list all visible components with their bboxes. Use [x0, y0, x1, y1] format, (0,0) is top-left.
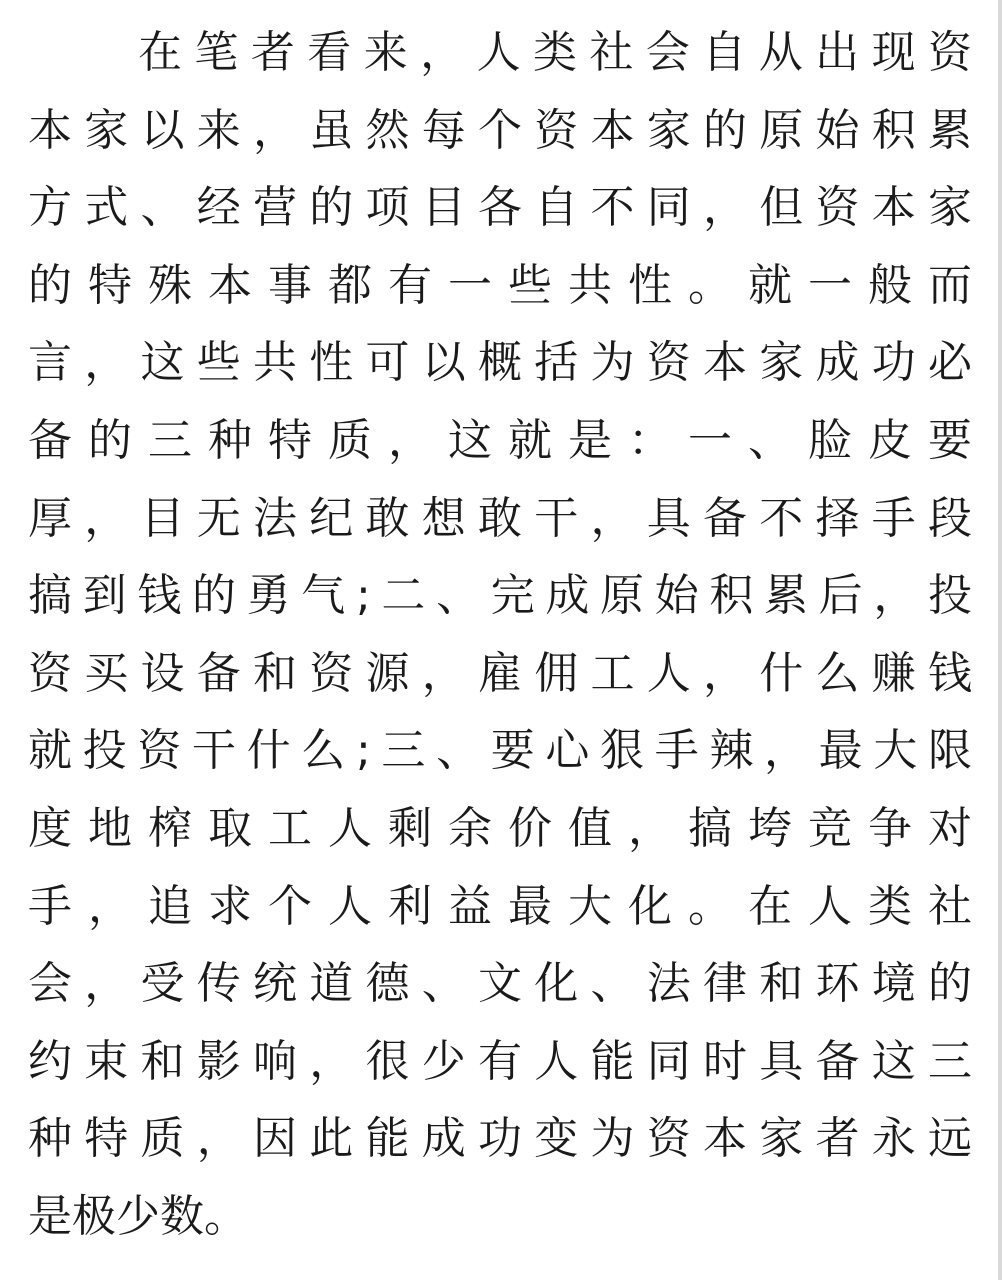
text-line: 厚，目无法纪敢想敢干，具备不择手段 [28, 492, 972, 544]
text-line: 言，这些共性可以概括为资本家成功必 [28, 337, 972, 389]
text-line: 备的三种特质，这就是：一、脸皮要 [28, 414, 972, 466]
text-line: 度地榨取工人剩余价值，搞垮竞争对 [28, 802, 972, 854]
text-line: 方式、经营的项目各自不同，但资本家 [28, 182, 972, 234]
page-edge [998, 0, 1002, 1280]
text-line: 的特殊本事都有一些共性。就一般而 [28, 259, 972, 311]
text-line: 约束和影响，很少有人能同时具备这三 [28, 1035, 972, 1087]
text-line: 会，受传统道德、文化、法律和环境的 [28, 958, 972, 1010]
text-line: 资买设备和资源，雇佣工人，什么赚钱 [28, 647, 972, 699]
text-line: 搞到钱的勇气;二、完成原始积累后，投 [28, 570, 972, 622]
text-line: 就投资干什么;三、要心狠手辣，最大限 [28, 725, 972, 777]
article-paragraph [28, 14, 972, 1256]
text-line: 手，追求个人利益最大化。在人类社 [28, 880, 972, 932]
text-line: 种特质，因此能成功变为资本家者永远 [28, 1113, 972, 1165]
text-line: 本家以来，虽然每个资本家的原始积累 [28, 104, 972, 156]
text-line: 在笔者看来，人类社会自从出现资 [138, 27, 972, 78]
text-line: 是极少数。 [28, 1190, 248, 1242]
